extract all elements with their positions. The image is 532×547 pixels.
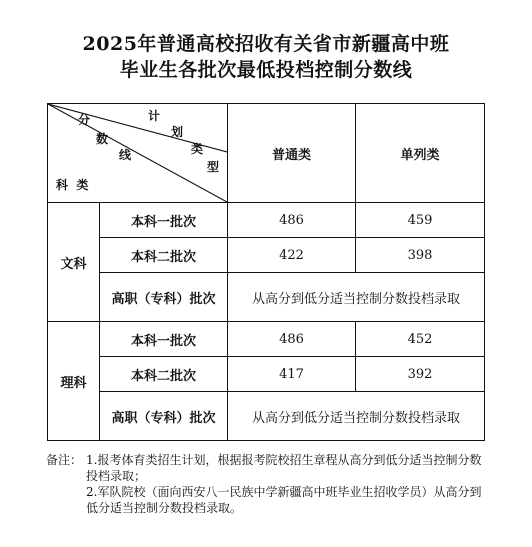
col-header-danlie: 单列类 bbox=[356, 104, 485, 203]
merged-note-cell: 从高分到低分适当控制分数投档录取 bbox=[228, 273, 485, 322]
header-row bbox=[48, 104, 485, 203]
batch-label: 本科二批次 bbox=[100, 357, 228, 392]
notes-section bbox=[46, 452, 486, 516]
score-cell: 486 bbox=[228, 322, 356, 357]
diag-char-ji: 计 bbox=[148, 109, 161, 123]
batch-label: 本科一批次 bbox=[100, 203, 228, 238]
score-cell: 417 bbox=[228, 357, 356, 392]
table-row bbox=[48, 203, 485, 238]
score-cell: 398 bbox=[356, 238, 485, 273]
batch-label: 高职（专科）批次 bbox=[100, 273, 228, 322]
score-cell: 422 bbox=[228, 238, 356, 273]
diag-char-lei: 类 bbox=[191, 142, 204, 156]
group-label-like: 理科 bbox=[48, 322, 100, 441]
merged-note-cell: 从高分到低分适当控制分数投档录取 bbox=[228, 392, 485, 441]
score-cell: 459 bbox=[356, 203, 485, 238]
notes-label: 备注： bbox=[46, 453, 83, 467]
table-row bbox=[48, 322, 485, 357]
batch-label: 本科一批次 bbox=[100, 322, 228, 357]
diag-char-xing: 型 bbox=[207, 160, 220, 174]
score-cell: 452 bbox=[356, 322, 485, 357]
batch-label: 高职（专科）批次 bbox=[100, 392, 228, 441]
score-cell: 486 bbox=[228, 203, 356, 238]
page-title-line1: 2025年普通高校招收有关省市新疆高中班 bbox=[82, 33, 450, 55]
score-cell: 392 bbox=[356, 357, 485, 392]
batch-label: 本科二批次 bbox=[100, 238, 228, 273]
table-row bbox=[48, 392, 485, 441]
score-table bbox=[47, 103, 485, 441]
note-item-1: 1.报考体育类招生计划，根据报考院校招生章程从高分到低分适当控制分数投档录取； bbox=[86, 453, 482, 483]
group-label-wenke: 文科 bbox=[48, 203, 100, 322]
col-header-putong: 普通类 bbox=[228, 104, 356, 203]
note-item-2: 2.军队院校（面向西安八一民族中学新疆高中班毕业生招收学员）从高分到低分适当控制分数投档录取。 bbox=[86, 485, 482, 515]
table-row bbox=[48, 357, 485, 392]
diag-char-shu: 数 bbox=[96, 132, 109, 146]
diag-char-xian: 线 bbox=[119, 148, 132, 162]
diagonal-header-cell bbox=[48, 104, 228, 203]
table-row bbox=[48, 273, 485, 322]
table-row bbox=[48, 238, 485, 273]
page-title-line2: 毕业生各批次最低投档控制分数线 bbox=[119, 59, 413, 81]
diag-char-fen: 分 bbox=[78, 113, 91, 127]
diag-label-kelei: 科 类 bbox=[56, 178, 89, 192]
diag-char-hua: 划 bbox=[171, 125, 184, 139]
